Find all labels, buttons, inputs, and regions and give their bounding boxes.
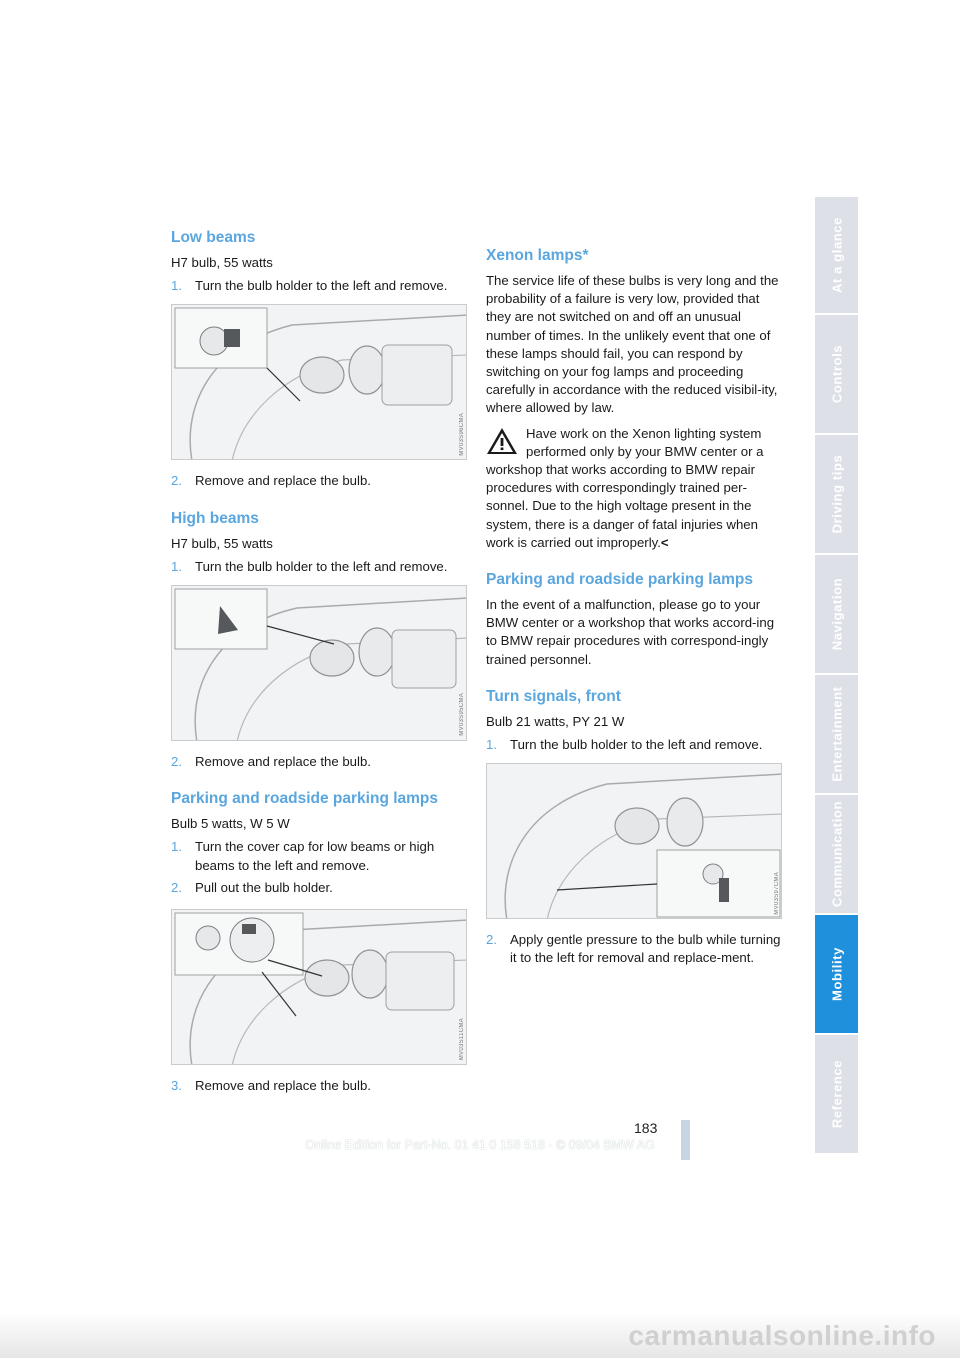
- tab-controls[interactable]: [815, 315, 858, 433]
- turn-step-1: [486, 736, 782, 754]
- parking-lamps-right-heading: Parking and roadside parking lamps: [486, 571, 754, 589]
- step-number: 1.: [171, 839, 182, 855]
- tab-at-a-glance[interactable]: [815, 197, 858, 313]
- watermark-text: carmanualsonline.info: [628, 1320, 936, 1351]
- low-beams-spec: H7 bulb, 55 watts: [171, 255, 273, 270]
- low-beams-figure: [171, 304, 467, 460]
- watermark-strip: [0, 1312, 960, 1358]
- step-text: Turn the bulb holder to the left and remove.: [195, 558, 448, 574]
- tab-label: Communication: [829, 800, 844, 908]
- step-text: Turn the bulb holder to the left and remove.: [510, 737, 763, 753]
- parking-step-2: [171, 879, 467, 897]
- tab-navigation[interactable]: [815, 555, 858, 673]
- parking-lamps-right-body: In the event of a malfunction, please go to your BMW center or a workshop that works accord-ing to BMW repair procedures with correspond-ingly trained personnel.: [486, 597, 775, 667]
- parking-lamps-heading: Parking and roadside parking lamps: [171, 790, 439, 808]
- left-column: [171, 228, 467, 1095]
- page-number: 183: [634, 1120, 658, 1136]
- turn-signals-figure: [486, 763, 782, 919]
- tab-label: Controls: [829, 344, 844, 404]
- step-text: Pull out the bulb holder.: [195, 879, 333, 895]
- step-text: Turn the bulb holder to the left and remove.: [195, 278, 448, 294]
- tab-label: Mobility: [829, 947, 844, 1001]
- tab-label: Entertainment: [829, 686, 844, 782]
- high-beams-figure: [171, 585, 467, 741]
- tab-label: At a glance: [829, 217, 844, 293]
- xenon-body: The service life of these bulbs is very long and the probability of a failure is very low, provided that they are not switched on and off an unusual number of times. In the unlikely event that one of these lamps should fail, you can respond by switching on your fog lamps and proceeding carefully in accordance with the reduced visibil-ity, where allowed by law.: [486, 273, 779, 416]
- turn-signals-heading: Turn signals, front: [486, 687, 621, 705]
- right-column: [486, 228, 782, 968]
- tab-label: Driving tips: [829, 454, 844, 534]
- turn-step-2: [486, 931, 782, 967]
- step-text: Remove and replace the bulb.: [195, 473, 371, 489]
- step-number: 2.: [486, 932, 497, 948]
- parking-step-1: [171, 838, 467, 874]
- parking-lamps-figure: [171, 909, 467, 1065]
- warning-triangle-icon: [486, 427, 518, 455]
- low-beams-step-1: [171, 277, 467, 295]
- step-number: 2.: [171, 879, 182, 895]
- low-beams-step-2: [171, 472, 467, 490]
- parking-lamps-spec: Bulb 5 watts, W 5 W: [171, 816, 290, 832]
- step-text: Apply gentle pressure to the bulb while turning it to the left for removal and replace-ment.: [510, 932, 781, 966]
- end-marker: <: [660, 534, 669, 550]
- tab-mobility[interactable]: [815, 915, 858, 1033]
- high-beams-step-2: [171, 753, 467, 771]
- step-number: 1.: [486, 737, 497, 753]
- xenon-heading: Xenon lamps*: [486, 247, 589, 264]
- step-number: 1.: [171, 558, 182, 574]
- figure-code: MV03S96CMA: [459, 412, 465, 456]
- tab-reference[interactable]: [815, 1035, 858, 1153]
- xenon-warning: [486, 425, 782, 552]
- step-number: 1.: [171, 278, 182, 294]
- tab-entertainment[interactable]: [815, 675, 858, 793]
- parking-step-3: [171, 1077, 467, 1095]
- step-number: 2.: [171, 754, 182, 770]
- figure-code: MV03S95CMA: [459, 693, 465, 737]
- turn-signals-spec: Bulb 21 watts, PY 21 W: [486, 713, 625, 729]
- footer-text: Online Edition for Part-No. 01 41 0 158 518 - © 09/04 BMW AG: [305, 1138, 655, 1152]
- step-text: Remove and replace the bulb.: [195, 1078, 371, 1094]
- tab-label: Navigation: [829, 577, 844, 651]
- high-beams-spec: H7 bulb, 55 watts: [171, 535, 273, 551]
- step-number: 3.: [171, 1078, 182, 1094]
- step-text: Remove and replace the bulb.: [195, 754, 371, 770]
- high-beams-step-1: [171, 558, 467, 576]
- step-text: Turn the cover cap for low beams or high beams to the left and remove.: [195, 839, 435, 873]
- footer-edition-line: [0, 1138, 960, 1152]
- warning-text: Have work on the Xenon lighting system performed only by your BMW center or a workshop that works according to BMW repair procedures with correspondingly trained per-sonnel. Due to the high voltage present in the system, there is a danger of fatal injuries when work is carried out improperly.: [486, 425, 764, 550]
- figure-code: MV03S97CMA: [774, 871, 780, 915]
- tab-driving-tips[interactable]: [815, 435, 858, 553]
- tab-communication[interactable]: [815, 795, 858, 913]
- high-beams-heading: High beams: [171, 509, 259, 527]
- step-number: 2.: [171, 473, 182, 489]
- chapter-tabs: [815, 197, 858, 1155]
- tab-label: Reference: [829, 1059, 844, 1129]
- figure-code: MV03S11CMA: [459, 1017, 465, 1061]
- low-beams-heading: Low beams: [171, 229, 256, 246]
